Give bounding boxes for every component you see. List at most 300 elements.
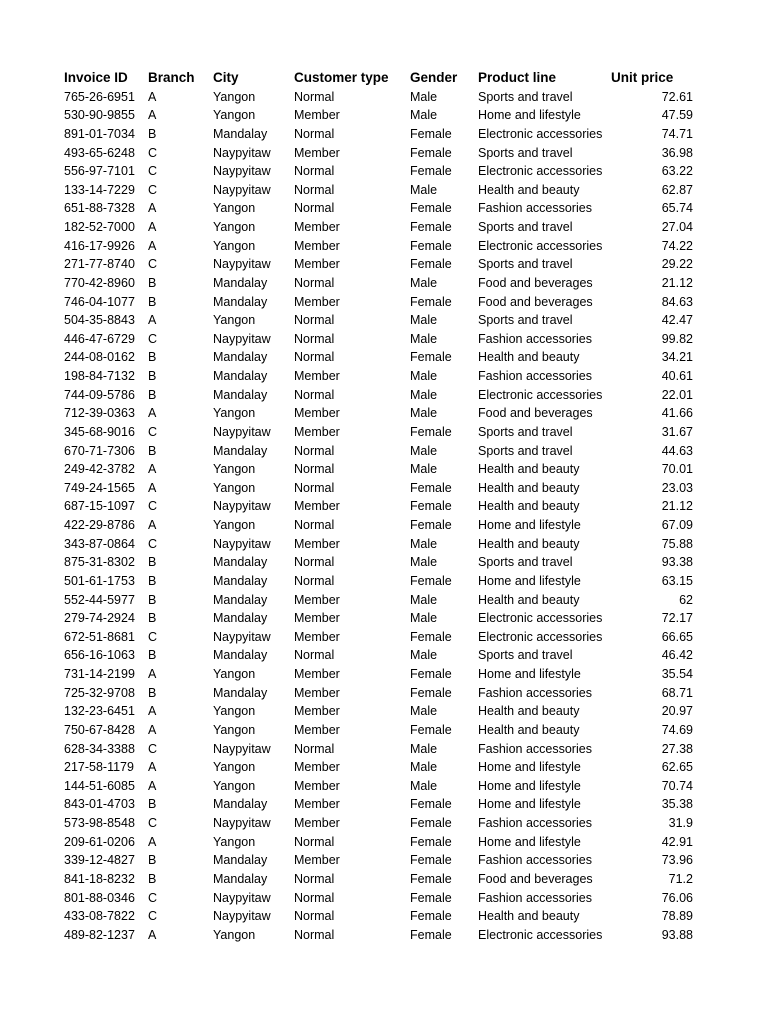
invoice-id-cell: 504-35-8843 bbox=[64, 313, 135, 328]
table-row bbox=[0, 684, 693, 703]
invoice-id-cell: 628-34-3388 bbox=[64, 741, 135, 756]
product-line-cell: Fashion accessories bbox=[478, 201, 592, 216]
city-cell: Mandalay bbox=[213, 573, 268, 588]
invoice-id-cell: 765-26-6951 bbox=[64, 89, 135, 104]
gender-cell: Male bbox=[410, 778, 438, 793]
city-cell: Mandalay bbox=[213, 443, 268, 458]
product-line-cell: Home and lifestyle bbox=[478, 797, 581, 812]
table-row bbox=[0, 311, 693, 330]
gender-cell: Male bbox=[410, 741, 438, 756]
branch-cell: A bbox=[148, 834, 157, 849]
invoice-id-cell: 198-84-7132 bbox=[64, 369, 135, 383]
product-line-cell: Sports and travel bbox=[478, 313, 573, 328]
invoice-id-cell: 731-14-2199 bbox=[64, 667, 135, 681]
table-row bbox=[0, 572, 693, 591]
branch-cell: C bbox=[148, 331, 158, 346]
gender-cell: Female bbox=[410, 685, 452, 700]
city-cell: Yangon bbox=[213, 238, 256, 253]
unit-price-cell: 70.01 bbox=[661, 462, 693, 477]
unit-price-cell: 41.66 bbox=[661, 406, 693, 421]
unit-price-cell: 27.04 bbox=[661, 220, 693, 234]
invoice-id-cell: 422-29-8786 bbox=[64, 518, 135, 532]
city-cell: Yangon bbox=[213, 760, 256, 775]
invoice-id-cell: 712-39-0363 bbox=[64, 406, 135, 421]
product-line-cell: Health and beauty bbox=[478, 536, 580, 551]
branch-cell: A bbox=[148, 238, 157, 253]
customer-type-cell: Normal bbox=[294, 164, 335, 179]
product-line-cell: Electronic accessories bbox=[478, 611, 603, 626]
invoice-id-cell: 144-51-6085 bbox=[64, 778, 135, 793]
unit-price-cell: 63.22 bbox=[661, 164, 693, 179]
customer-type-cell: Normal bbox=[294, 275, 335, 290]
gender-cell: Female bbox=[410, 499, 452, 514]
invoice-id-cell: 416-17-9926 bbox=[64, 238, 135, 253]
customer-type-cell: Member bbox=[294, 499, 340, 514]
branch-cell: C bbox=[148, 499, 158, 514]
table-row bbox=[0, 106, 693, 125]
table-row bbox=[0, 88, 693, 107]
gender-cell: Male bbox=[410, 331, 438, 346]
unit-price-cell: 29.22 bbox=[661, 257, 693, 272]
gender-cell: Female bbox=[410, 480, 452, 495]
invoice-id-cell: 749-24-1565 bbox=[64, 480, 135, 495]
branch-cell: B bbox=[148, 592, 157, 607]
invoice-id-cell: 133-14-7229 bbox=[64, 182, 135, 197]
unit-price-cell: 22.01 bbox=[661, 387, 693, 402]
unit-price-cell: 70.74 bbox=[661, 778, 693, 793]
invoice-id-cell: 182-52-7000 bbox=[64, 220, 135, 234]
city-cell: Mandalay bbox=[213, 126, 268, 141]
product-line-cell: Sports and travel bbox=[478, 555, 573, 570]
branch-cell: A bbox=[148, 108, 157, 123]
product-line-cell: Fashion accessories bbox=[478, 816, 592, 830]
table-row bbox=[0, 777, 693, 796]
unit-price-cell: 40.61 bbox=[661, 369, 693, 383]
unit-price-cell: 44.63 bbox=[661, 443, 693, 458]
city-cell: Mandalay bbox=[213, 350, 268, 365]
table-row bbox=[0, 851, 693, 870]
product-line-cell: Fashion accessories bbox=[478, 853, 592, 868]
gender-cell: Male bbox=[410, 536, 438, 551]
unit-price-cell: 42.47 bbox=[661, 313, 693, 328]
unit-price-cell: 78.89 bbox=[661, 909, 693, 924]
unit-price-cell: 62.65 bbox=[661, 760, 693, 775]
city-cell: Yangon bbox=[213, 778, 256, 793]
unit-price-cell: 73.96 bbox=[661, 853, 693, 868]
city-cell: Naypyitaw bbox=[213, 890, 271, 905]
branch-cell: A bbox=[148, 722, 157, 737]
invoice-id-cell: 271-77-8740 bbox=[64, 257, 135, 272]
product-line-cell: Electronic accessories bbox=[478, 927, 603, 942]
product-line-cell: Health and beauty bbox=[478, 722, 580, 737]
city-cell: Yangon bbox=[213, 89, 256, 104]
customer-type-cell: Member bbox=[294, 667, 340, 681]
city-cell: Naypyitaw bbox=[213, 257, 271, 272]
gender-cell: Male bbox=[410, 443, 438, 458]
product-line-cell: Food and beverages bbox=[478, 294, 593, 309]
product-line-cell: Electronic accessories bbox=[478, 126, 603, 141]
gender-cell: Female bbox=[410, 126, 452, 141]
table-row bbox=[0, 795, 693, 814]
customer-type-cell: Normal bbox=[294, 741, 335, 756]
city-cell: Mandalay bbox=[213, 853, 268, 868]
unit-price-cell: 23.03 bbox=[661, 480, 693, 495]
product-line-cell: Sports and travel bbox=[478, 424, 573, 439]
gender-cell: Female bbox=[410, 834, 452, 849]
city-cell: Yangon bbox=[213, 704, 256, 719]
unit-price-cell: 35.38 bbox=[661, 797, 693, 812]
unit-price-cell: 66.65 bbox=[661, 629, 693, 644]
city-cell: Naypyitaw bbox=[213, 909, 271, 924]
unit-price-cell: 62 bbox=[679, 592, 693, 607]
customer-type-cell: Normal bbox=[294, 443, 335, 458]
header-row bbox=[0, 69, 693, 88]
unit-price-cell: 35.54 bbox=[661, 667, 693, 681]
invoice-id-cell: 345-68-9016 bbox=[64, 424, 135, 439]
city-cell: Mandalay bbox=[213, 369, 268, 383]
customer-type-cell: Member bbox=[294, 424, 340, 439]
branch-cell: B bbox=[148, 853, 157, 868]
city-cell: Mandalay bbox=[213, 685, 268, 700]
invoice-id-cell: 209-61-0206 bbox=[64, 834, 135, 849]
product-line-cell: Fashion accessories bbox=[478, 890, 592, 905]
table-row bbox=[0, 218, 693, 237]
customer-type-cell: Normal bbox=[294, 126, 335, 141]
table-row bbox=[0, 125, 693, 144]
table-row bbox=[0, 255, 693, 274]
branch-cell: A bbox=[148, 406, 157, 421]
city-cell: Mandalay bbox=[213, 611, 268, 626]
unit-price-cell: 31.9 bbox=[668, 816, 693, 830]
branch-cell: B bbox=[148, 611, 157, 626]
unit-price-cell: 93.88 bbox=[661, 927, 693, 942]
branch-cell: A bbox=[148, 462, 157, 477]
branch-cell: B bbox=[148, 294, 157, 309]
unit-price-cell: 65.74 bbox=[661, 201, 693, 216]
city-cell: Yangon bbox=[213, 313, 256, 328]
customer-type-cell: Normal bbox=[294, 89, 335, 104]
city-cell: Naypyitaw bbox=[213, 331, 271, 346]
table-row bbox=[0, 330, 693, 349]
product-line-cell: Home and lifestyle bbox=[478, 573, 581, 588]
branch-cell: B bbox=[148, 387, 157, 402]
product-line-cell: Health and beauty bbox=[478, 592, 580, 607]
city-cell: Yangon bbox=[213, 667, 256, 681]
customer-type-cell: Normal bbox=[294, 182, 335, 197]
city-cell: Yangon bbox=[213, 480, 256, 495]
product-line-cell: Electronic accessories bbox=[478, 238, 603, 253]
column-header-invoice-id: Invoice ID bbox=[64, 70, 128, 85]
branch-cell: C bbox=[148, 424, 158, 439]
unit-price-cell: 74.22 bbox=[661, 238, 693, 253]
branch-cell: C bbox=[148, 145, 158, 160]
gender-cell: Female bbox=[410, 164, 452, 179]
table-row bbox=[0, 423, 693, 442]
product-line-cell: Home and lifestyle bbox=[478, 518, 581, 532]
invoice-id-cell: 651-88-7328 bbox=[64, 201, 135, 216]
city-cell: Yangon bbox=[213, 722, 256, 737]
city-cell: Mandalay bbox=[213, 555, 268, 570]
invoice-id-cell: 343-87-0864 bbox=[64, 536, 135, 551]
gender-cell: Female bbox=[410, 573, 452, 588]
gender-cell: Female bbox=[410, 667, 452, 681]
customer-type-cell: Member bbox=[294, 406, 340, 421]
product-line-cell: Health and beauty bbox=[478, 909, 580, 924]
unit-price-cell: 99.82 bbox=[661, 331, 693, 346]
gender-cell: Female bbox=[410, 220, 452, 234]
table-row bbox=[0, 926, 693, 945]
city-cell: Mandalay bbox=[213, 387, 268, 402]
table-row bbox=[0, 293, 693, 312]
branch-cell: B bbox=[148, 555, 157, 570]
city-cell: Mandalay bbox=[213, 648, 268, 663]
customer-type-cell: Normal bbox=[294, 480, 335, 495]
customer-type-cell: Normal bbox=[294, 909, 335, 924]
table-row bbox=[0, 199, 693, 218]
gender-cell: Male bbox=[410, 592, 438, 607]
customer-type-cell: Member bbox=[294, 220, 340, 234]
unit-price-cell: 27.38 bbox=[661, 741, 693, 756]
invoice-id-cell: 841-18-8232 bbox=[64, 871, 135, 886]
gender-cell: Male bbox=[410, 108, 438, 123]
product-line-cell: Sports and travel bbox=[478, 145, 573, 160]
table-row bbox=[0, 497, 693, 516]
invoice-id-cell: 656-16-1063 bbox=[64, 648, 135, 663]
table-row bbox=[0, 460, 693, 479]
invoice-id-cell: 552-44-5977 bbox=[64, 592, 135, 607]
table-row bbox=[0, 404, 693, 423]
invoice-id-cell: 446-47-6729 bbox=[64, 331, 135, 346]
gender-cell: Male bbox=[410, 462, 438, 477]
product-line-cell: Sports and travel bbox=[478, 220, 573, 234]
customer-type-cell: Member bbox=[294, 536, 340, 551]
product-line-cell: Health and beauty bbox=[478, 480, 580, 495]
branch-cell: C bbox=[148, 182, 158, 197]
city-cell: Yangon bbox=[213, 518, 256, 532]
product-line-cell: Sports and travel bbox=[478, 257, 573, 272]
branch-cell: C bbox=[148, 909, 158, 924]
table-row bbox=[0, 740, 693, 759]
city-cell: Yangon bbox=[213, 834, 256, 849]
unit-price-cell: 71.2 bbox=[668, 871, 693, 886]
invoice-id-cell: 725-32-9708 bbox=[64, 685, 135, 700]
gender-cell: Male bbox=[410, 611, 438, 626]
city-cell: Yangon bbox=[213, 462, 256, 477]
branch-cell: A bbox=[148, 89, 157, 104]
product-line-cell: Food and beverages bbox=[478, 406, 593, 421]
product-line-cell: Health and beauty bbox=[478, 462, 580, 477]
gender-cell: Female bbox=[410, 909, 452, 924]
customer-type-cell: Member bbox=[294, 238, 340, 253]
invoice-id-cell: 744-09-5786 bbox=[64, 387, 135, 402]
table-row bbox=[0, 702, 693, 721]
branch-cell: A bbox=[148, 201, 157, 216]
gender-cell: Female bbox=[410, 424, 452, 439]
gender-cell: Female bbox=[410, 722, 452, 737]
product-line-cell: Electronic accessories bbox=[478, 629, 603, 644]
invoice-id-cell: 249-42-3782 bbox=[64, 462, 135, 477]
customer-type-cell: Member bbox=[294, 145, 340, 160]
customer-type-cell: Member bbox=[294, 294, 340, 309]
customer-type-cell: Member bbox=[294, 797, 340, 812]
table-row bbox=[0, 609, 693, 628]
branch-cell: A bbox=[148, 927, 157, 942]
gender-cell: Female bbox=[410, 871, 452, 886]
gender-cell: Female bbox=[410, 518, 452, 532]
table-row bbox=[0, 814, 693, 833]
table-row bbox=[0, 479, 693, 498]
branch-cell: A bbox=[148, 778, 157, 793]
invoice-id-cell: 750-67-8428 bbox=[64, 722, 135, 737]
branch-cell: B bbox=[148, 369, 157, 383]
gender-cell: Female bbox=[410, 890, 452, 905]
city-cell: Mandalay bbox=[213, 294, 268, 309]
customer-type-cell: Member bbox=[294, 853, 340, 868]
column-header-city: City bbox=[213, 70, 239, 85]
customer-type-cell: Member bbox=[294, 257, 340, 272]
gender-cell: Female bbox=[410, 145, 452, 160]
gender-cell: Male bbox=[410, 182, 438, 197]
invoice-id-cell: 801-88-0346 bbox=[64, 890, 135, 905]
table-row bbox=[0, 181, 693, 200]
branch-cell: C bbox=[148, 164, 158, 179]
invoice-id-cell: 687-15-1097 bbox=[64, 499, 135, 514]
branch-cell: B bbox=[148, 573, 157, 588]
column-header-unit-price: Unit price bbox=[611, 70, 674, 85]
table-body bbox=[0, 88, 693, 945]
product-line-cell: Home and lifestyle bbox=[478, 778, 581, 793]
invoice-id-cell: 556-97-7101 bbox=[64, 164, 135, 179]
customer-type-cell: Normal bbox=[294, 871, 335, 886]
invoice-id-cell: 244-08-0162 bbox=[64, 350, 135, 365]
customer-type-cell: Member bbox=[294, 369, 340, 383]
city-cell: Yangon bbox=[213, 108, 256, 123]
unit-price-cell: 21.12 bbox=[661, 275, 693, 290]
product-line-cell: Home and lifestyle bbox=[478, 834, 581, 849]
customer-type-cell: Normal bbox=[294, 927, 335, 942]
city-cell: Naypyitaw bbox=[213, 145, 271, 160]
column-header-gender: Gender bbox=[410, 70, 458, 85]
invoice-id-cell: 433-08-7822 bbox=[64, 909, 135, 924]
branch-cell: B bbox=[148, 443, 157, 458]
table-row bbox=[0, 907, 693, 926]
branch-cell: A bbox=[148, 704, 157, 719]
customer-type-cell: Normal bbox=[294, 573, 335, 588]
column-header-product-line: Product line bbox=[478, 70, 557, 85]
invoice-id-cell: 746-04-1077 bbox=[64, 294, 135, 309]
customer-type-cell: Member bbox=[294, 108, 340, 123]
invoice-id-cell: 489-82-1237 bbox=[64, 927, 135, 942]
product-line-cell: Electronic accessories bbox=[478, 387, 603, 402]
city-cell: Naypyitaw bbox=[213, 741, 271, 756]
unit-price-cell: 74.71 bbox=[661, 126, 693, 141]
unit-price-cell: 72.17 bbox=[661, 611, 693, 626]
gender-cell: Female bbox=[410, 294, 452, 309]
unit-price-cell: 47.59 bbox=[661, 108, 693, 123]
gender-cell: Male bbox=[410, 275, 438, 290]
city-cell: Yangon bbox=[213, 927, 256, 942]
branch-cell: A bbox=[148, 220, 157, 234]
branch-cell: A bbox=[148, 667, 157, 681]
branch-cell: B bbox=[148, 126, 157, 141]
invoice-id-cell: 493-65-6248 bbox=[64, 145, 135, 160]
customer-type-cell: Member bbox=[294, 816, 340, 830]
unit-price-cell: 74.69 bbox=[661, 722, 693, 737]
customer-type-cell: Normal bbox=[294, 648, 335, 663]
gender-cell: Female bbox=[410, 257, 452, 272]
customer-type-cell: Member bbox=[294, 778, 340, 793]
table-row bbox=[0, 870, 693, 889]
table-row bbox=[0, 274, 693, 293]
table-row bbox=[0, 833, 693, 852]
gender-cell: Female bbox=[410, 927, 452, 942]
product-line-cell: Health and beauty bbox=[478, 350, 580, 365]
branch-cell: C bbox=[148, 536, 158, 551]
customer-type-cell: Normal bbox=[294, 518, 335, 532]
customer-type-cell: Member bbox=[294, 611, 340, 626]
table-row bbox=[0, 646, 693, 665]
branch-cell: B bbox=[148, 871, 157, 886]
table-row bbox=[0, 591, 693, 610]
customer-type-cell: Member bbox=[294, 592, 340, 607]
table-row bbox=[0, 442, 693, 461]
unit-price-cell: 84.63 bbox=[661, 294, 693, 309]
column-header-customer-type: Customer type bbox=[294, 70, 389, 85]
gender-cell: Male bbox=[410, 555, 438, 570]
unit-price-cell: 20.97 bbox=[661, 704, 693, 719]
branch-cell: C bbox=[148, 890, 158, 905]
product-line-cell: Sports and travel bbox=[478, 443, 573, 458]
branch-cell: C bbox=[148, 741, 158, 756]
customer-type-cell: Normal bbox=[294, 555, 335, 570]
invoice-id-cell: 339-12-4827 bbox=[64, 853, 135, 868]
table-row bbox=[0, 889, 693, 908]
invoice-id-cell: 672-51-8681 bbox=[64, 629, 135, 644]
gender-cell: Female bbox=[410, 629, 452, 644]
invoice-id-cell: 279-74-2924 bbox=[64, 611, 135, 626]
table-row bbox=[0, 386, 693, 405]
customer-type-cell: Member bbox=[294, 685, 340, 700]
table-row bbox=[0, 237, 693, 256]
gender-cell: Male bbox=[410, 387, 438, 402]
product-line-cell: Sports and travel bbox=[478, 89, 573, 104]
table-row bbox=[0, 367, 693, 386]
city-cell: Yangon bbox=[213, 406, 256, 421]
customer-type-cell: Normal bbox=[294, 201, 335, 216]
product-line-cell: Fashion accessories bbox=[478, 685, 592, 700]
gender-cell: Male bbox=[410, 89, 438, 104]
branch-cell: C bbox=[148, 257, 158, 272]
customer-type-cell: Normal bbox=[294, 387, 335, 402]
unit-price-cell: 76.06 bbox=[661, 890, 693, 905]
gender-cell: Male bbox=[410, 760, 438, 775]
unit-price-cell: 93.38 bbox=[661, 555, 693, 570]
branch-cell: A bbox=[148, 313, 157, 328]
customer-type-cell: Normal bbox=[294, 462, 335, 477]
gender-cell: Female bbox=[410, 853, 452, 868]
invoice-id-cell: 875-31-8302 bbox=[64, 555, 135, 570]
invoice-id-cell: 670-71-7306 bbox=[64, 443, 135, 458]
unit-price-cell: 42.91 bbox=[661, 834, 693, 849]
gender-cell: Female bbox=[410, 350, 452, 365]
customer-type-cell: Member bbox=[294, 760, 340, 775]
customer-type-cell: Normal bbox=[294, 890, 335, 905]
table-row bbox=[0, 348, 693, 367]
unit-price-cell: 63.15 bbox=[661, 573, 693, 588]
product-line-cell: Electronic accessories bbox=[478, 164, 603, 179]
product-line-cell: Sports and travel bbox=[478, 648, 573, 663]
table-row bbox=[0, 628, 693, 647]
